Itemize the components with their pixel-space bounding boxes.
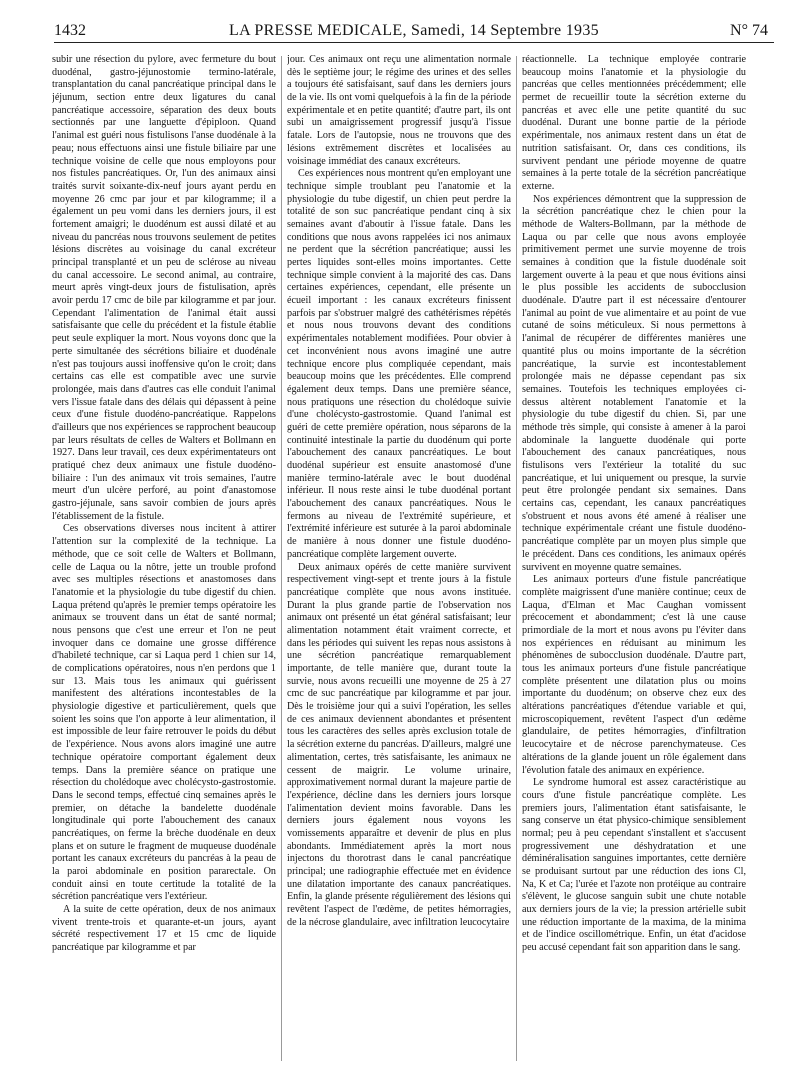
column-divider xyxy=(281,56,282,1061)
paragraph: Les animaux porteurs d'une fistule pancréatique complète maigrissent d'une manière continue; ceux de Laqua, d'Elman et Mac Caughan vomissent précocement et abondamment; c'est là une cause primordiale de la mort et nous avons pu l'éviter dans nos expériences en réduisant au minimum les phénomènes de subocclusion duodénale. D'autre part, tous les animaux porteurs d'une fistule pancréatique complète présentent une dilatation plus ou moins importante du duodénum; on observe chez eux des altérations pancréatiques d'étendue variable et qui, microscopiquement, revêtent l'aspect d'un œdème glandulaire, de petites hémorragies, d'infiltration leucocytaire et de nécrose parenchymateuse. Ces altérations de la glande jouent un rôle également dans l'évolution fatale des animaux en expérience. xyxy=(522,574,746,776)
paragraph: subir une résection du pylore, avec fermeture du bout duodénal, gastro-jéjunostomie termino-latérale, transplantation du canal pancréatique principal dans le jéjunum, section entre deux ligatures du canal pancréatique accessoire, séparation des deux bouts sectionnés par une languette d'épiploon. Quand l'animal est guéri nous fistulisons l'anse duodénale à la peau; nous effectuons ainsi une fistule biliaire par une technique voisine de celle que nous employons pour nos fistules pancréatiques. Or, l'un des animaux ainsi traités survit soixante-dix-neuf jours ayant perdu en moyenne 26 cmc par jour et par kilogramme; il a également un peu vomi dans les derniers jours, il est fortement amaigri; le duodénum est aussi dilaté et au niveau du pancréas nous trouvons seulement de petites lésions discrètes au voisinage du canal excréteur principal transplanté et un peu de sclérose au niveau du canal accessoire. Le second animal, au contraire, meurt après vingt-deux jours de fistulisation, après avoir perdu 17 cmc de bile par kilogramme et par jour. Cependant l'alimentation de l'animal était aussi satisfaisante que celle du précédent et la fistule établie peut seule expliquer la mort. Nous voyons donc que la perte simultanée des sécrétions biliaire et duodénale n'est pas toujours aussi inoffensive qu'on le croit; dans certains cas elle est compatible avec une survie prolongée, mais dans d'autres cas elle conduit l'animal vers l'issue fatale dans des délais qui dépassent à peine ceux d'une fistule duodéno-pancréatique. Rappelons d'ailleurs que nos expériences se rapprochent beaucoup par leurs résultats de celles de Walters et Bollmann en 1927. Dans leur travail, ces deux expérimentateurs ont pratiqué chez deux animaux une fistule duodéno-biliaire : l'un des animaux vit trois semaines, l'autre meurt d'un ulcère perforé, au point d'anastomose gastro-jéjunale, sans savoir combien de jours après l'établissement de la fistule. xyxy=(52,54,276,522)
paragraph: Le syndrome humoral est assez caractéristique au cours d'une fistule pancréatique complète. Les premiers jours, l'alimentation étant satisfaisante, le sang conserve un état physico-chimique sensiblement normal; peu à peu cependant s'installent et s'accusent progressivement une déshydratation et une déminéralisation sanguines importantes, cette dernière se produisant surtout par une réduction des ions Cl, Na, K et Ca; l'urée et l'azote non protéique au contraire s'élèvent, le glucose sanguin subit une chute notable aux derniers jours de la vie; la pression artérielle subit une réduction importante de la maxima, de la minima et de l'indice oscillométrique. Enfin, un état d'acidose peu accusé cependant fait son apparition dans le sang. xyxy=(522,777,746,954)
page-header xyxy=(54,20,774,43)
paragraph: Ces expériences nous montrent qu'en employant une technique simple troublant peu l'anatomie et la physiologie du tube digestif, un chien peut perdre la totalité de son suc pancréatique pendant cinq à six semaines avant d'aboutir à l'issue fatale. Dans les conditions que nous avons rappelées ici nos animaux ne perdent que la sécrétion pancréatique; aussi les pertes liquides sont-elles moins importantes. Cette technique simple convient à la majorité des cas. Dans certaines expériences, cependant, elle présente un écueil important : les canaux excréteurs finissent parfois par s'obstruer malgré des cathétérismes répétés et nous nous trouvons devant des conditions expérimentales notablement modifiées. Pour obvier à cet inconvénient nous avons imaginé une autre technique encore plus compliquée cependant, mais beaucoup moins que les précédentes. Elle comprend également deux temps. Dans une première séance, nous pratiquons une résection du cholédoque suivie d'une cholécysto-gastrostomie. Quand l'animal est guéri de cette première opération, nous séparons de la continuité intestinale la partie du duodénum qui porte l'abouchement des canaux pancréatiques. Le bout duodénal supérieur est ensuite anastomosé d'une manière termino-latérale avec le bout duodénal inférieur. Il nous reste ainsi le tube duodénal portant l'abouchement des canaux pancréatiques. Nous le fermons au niveau de l'extrémité supérieure, et l'extrémité inférieure est suturée à la paroi abdominale de manière à nous donner une fistule duodéno-pancréatique complète largement ouverte. xyxy=(287,168,511,560)
column-right xyxy=(522,54,746,1064)
paragraph: Deux animaux opérés de cette manière survivent respectivement vingt-sept et trente jours à la fistule pancréatique complète que nous avons instituée. Durant la plus grande partie de l'observation nos animaux ont présenté un état général satisfaisant; leur alimentation notamment était vraiment correcte, et dans les périodes qui suivent les repas nous assistons à une sécrétion pancréatique remarquablement importante, de telle manière que, durant toute la survie, nous avons recueilli une moyenne de 25 à 27 cmc de suc pancréatique par kilogramme et par jour. Dès le troisième jour qui a suivi l'opération, les selles de ces animaux deviennent abondantes et présentent tous les caractères des selles après exclusion totale de la sécrétion externe du pancréas. D'ailleurs, malgré une alimentation, certes, très satisfaisante, les animaux ne cessent de maigrir. Le volume urinaire, approximativement normal durant la majeure partie de l'expérience, décline dans les derniers jours lorsque l'alimentation devient moins favorable. Dans les derniers jours également nous voyons les vomissements apparaître et devenir de plus en plus abondants. Immédiatement après la mort nous injectons du thorotrast dans le canal pancréatique principal; une radiographie effectuée met en évidence une dilatation importante des canaux pancréatiques. Enfin, la glande présente régulièrement des lésions qui revêtent l'aspect de l'œdème, de petites hémorragies, de la nécrose glandulaire, avec infiltration leucocytaire xyxy=(287,561,511,928)
paragraph: A la suite de cette opération, deux de nos animaux vivent trente-trois et quarante-et-un jours, ayant sécrété respectivement 17 et 15 cmc de liquide pancréatique par kilogramme et par xyxy=(52,904,276,954)
column-middle xyxy=(287,54,511,1064)
paragraph: Nos expériences démontrent que la suppression de la sécrétion pancréatique chez le chien pour la méthode de Walters-Bollmann, par la méthode de Laqua ou par celle que nous avons employée primitivement permet une survie moyenne de trois semaines à condition que la fistule duodénale soit largement ouverte à la peau et que nous évitions ainsi le plus possible les accidents de subocclusion duodénale. D'autre part il est nécessaire d'entourer l'animal au point de vue alimentaire et au point de vue cutané de soins méticuleux. Si nous permettons à l'animal de récupérer de différentes manières une quantité plus ou moins importante de la sécrétion pancréatique, la survie est incontestablement prolongée mais ne dépasse cependant pas six semaines. Toutefois les techniques employées ci-dessus altèrent notablement l'anatomie et la physiologie du tube digestif du chien. Si, par une méthode très simple, qui consiste à amener à la paroi abdominale la languette duodénale qui porte l'abouchement des canaux pancréatiques, nous fistulisons vers l'extérieur la totalité du suc pancréatique, et lui uniquement ou presque, la survie peut être prolongée pendant six semaines. Dans certains cas, cependant, les canaux pancréatiques s'obstruent et nous avons été amené à réaliser une technique expérimentale créant une fistule duodéno-pancréatique complète par un moyen plus simple que le précédent. Dans ces conditions, les animaux opérés survivent en moyenne quatre semaines. xyxy=(522,193,746,573)
paragraph: jour. Ces animaux ont reçu une alimentation normale dès le septième jour; le régime des urines et des selles a toujours été satisfaisant, sauf dans les derniers jours de la vie. Ils ont vomi quelquefois à la fin de la période expérimentale et en petite quantité; d'autre part, ils ont subi un amaigrissement progressif jusqu'à l'issue fatale. Lors de l'autopsie, nous ne trouvons que des lésions extrêmement discrètes et localisées au voisinage immédiat des canaux excréteurs. xyxy=(287,54,511,167)
column-divider xyxy=(516,56,517,1061)
paragraph: réactionnelle. La technique employée contrarie beaucoup moins l'anatomie et la physiologie du pancréas que celles mentionnées précédemment; elle permet de recueillir toute la sécrétion externe du pancréas et avec elle une petite quantité du suc duodénal. Durant une bonne partie de la période expérimentale, nos animaux restent dans un état de nutrition satisfaisant. Or, dans ces conditions, ils survivent pendant une période moyenne de quatre semaines à la perte totale de la sécrétion pancréatique externe. xyxy=(522,54,746,192)
journal-title: LA PRESSE MEDICALE, Samedi, 14 Septembre 1935 xyxy=(229,22,599,39)
issue-number: N° 74 xyxy=(730,22,768,39)
column-left xyxy=(52,54,276,1064)
page-number: 1432 xyxy=(54,22,86,39)
paragraph: Ces observations diverses nous incitent à attirer l'attention sur la complexité de la technique. La méthode, que ce soit celle de Walters et Bollmann, celle de Laqua ou la nôtre, jette un trouble profond avec ses multiples résections et anastomoses dans l'anatomie et la physiologie du tube digestif du chien. Laqua prétend qu'après le premier temps opératoire les animaux se trouvent dans un état de santé normal; nous pensons que c'est une erreur et l'on ne peut invoquer dans ce domaine une grosse différence d'habileté technique, car si Laqua perd 1 chien sur 14, de complications opératoires, nous n'en perdons que 1 sur 13. Mais tous les animaux qui guérissent manifestent des altérations incontestables de la physiologie digestive et particulièrement, quels que soient les soins que l'on apporte à leur alimentation, il est impossible de leur faire retrouver le poids du début de l'expérience. Nous avons alors imaginé une autre technique opératoire comportant également deux temps. Dans la première séance on pratique une résection du cholédoque avec cholécysto-gastrostomie. Dans le second temps, effectué cinq semaines après le premier, on détache la bandelette duodénale longitudinale qui porte l'abouchement des canaux pancréatiques, on ferme la brèche duodénale en deux plans et on suture le fragment de muqueuse duodénale portant les canaux excréteurs du pancréas à la peau de la paroi abdominale en position pararectale. On conduit ainsi en toute certitude la totalité de la sécrétion pancréatique vers l'extérieur. xyxy=(52,523,276,903)
